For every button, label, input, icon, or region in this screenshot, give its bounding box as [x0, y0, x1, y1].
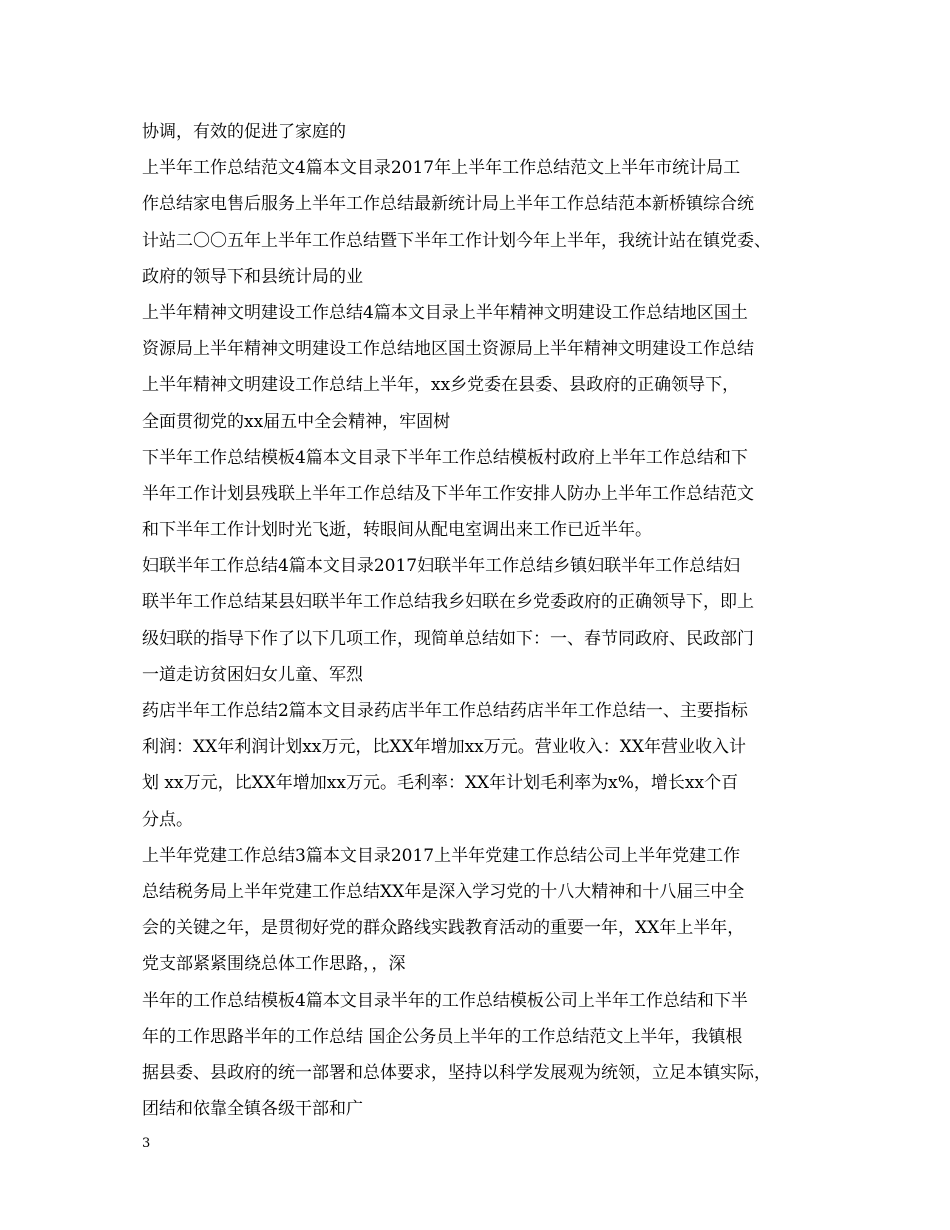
- text-line: 年的工作思路半年的工作总结 国企公务员上半年的工作总结范文上半年，我镇根: [142, 1026, 743, 1047]
- text-line: 联半年工作总结某县妇联半年工作总结我乡妇联在乡党委政府的正确领导下，即上: [142, 592, 754, 613]
- text-line: 计站二〇〇五年上半年工作总结暨下半年工作计划今年上半年，我统计站在镇党委、: [142, 230, 771, 251]
- text-line: 总结税务局上半年党建工作总结XX年是深入学习党的十八大精神和十八届三中全: [142, 881, 745, 902]
- text-line: 妇联半年工作总结4篇本文目录2017妇联半年工作总结乡镇妇联半年工作总结妇: [142, 556, 741, 577]
- text-line: 半年的工作总结模板4篇本文目录半年的工作总结模板公司上半年工作总结和下半: [142, 990, 748, 1011]
- page-number: 3: [142, 1136, 151, 1151]
- text-line: 半年工作计划县残联上半年工作总结及下半年工作安排人防办上半年工作总结范文: [142, 483, 754, 504]
- text-line: 级妇联的指导下作了以下几项工作，现简单总结如下：一、春节同政府、民政部门: [142, 628, 754, 649]
- text-line: 政府的领导下和县统计局的业: [142, 266, 363, 287]
- text-line: 团结和依靠全镇各级干部和广: [142, 1099, 363, 1120]
- text-line: 全面贯彻党的xx届五中全会精神，牢固树: [142, 411, 451, 432]
- text-line: 下半年工作总结模板4篇本文目录下半年工作总结模板村政府上半年工作总结和下: [142, 447, 748, 468]
- text-line: 协调，有效的促进了家庭的: [142, 122, 346, 142]
- text-line: 会的关键之年，是贯彻好党的群众路线实践教育活动的重要一年，XX年上半年，: [142, 918, 745, 939]
- body-text: [142, 114, 832, 1127]
- text-line: 作总结家电售后服务上半年工作总结最新统计局上半年工作总结范本新桥镇综合统: [142, 194, 754, 215]
- text-line: 资源局上半年精神文明建设工作总结地区国土资源局上半年精神文明建设工作总结: [142, 339, 754, 360]
- text-line: 分点。: [142, 809, 193, 830]
- text-line: 利润：XX年利润计划xx万元，比XX年增加xx万元。营业收入：XX年营业收入计: [142, 737, 746, 758]
- text-line: 上半年精神文明建设工作总结4篇本文目录上半年精神文明建设工作总结地区国土: [142, 302, 748, 323]
- text-line: 上半年工作总结范文4篇本文目录2017年上半年工作总结范文上半年市统计局工: [142, 158, 741, 179]
- text-line: 划 xx万元，比XX年增加xx万元。毛利率：XX年计划毛利率为x%，增长xx个百: [142, 773, 739, 794]
- text-line: 上半年精神文明建设工作总结上半年，xx乡党委在县委、县政府的正确领导下，: [142, 375, 740, 396]
- text-line: 一道走访贫困妇女儿童、军烈: [142, 664, 363, 685]
- text-line: 和下半年工作计划时光飞逝，转眼间从配电室调出来工作已近半年。: [142, 520, 652, 541]
- text-line: 上半年党建工作总结3篇本文目录2017上半年党建工作总结公司上半年党建工作: [142, 845, 741, 866]
- text-line: 党支部紧紧围绕总体工作思路，，深: [142, 954, 406, 975]
- text-line: 药店半年工作总结2篇本文目录药店半年工作总结药店半年工作总结一、主要指标: [142, 701, 748, 721]
- text-line: 据县委、县政府的统一部署和总体要求，坚持以科学发展观为统领，立足本镇实际，: [142, 1062, 771, 1083]
